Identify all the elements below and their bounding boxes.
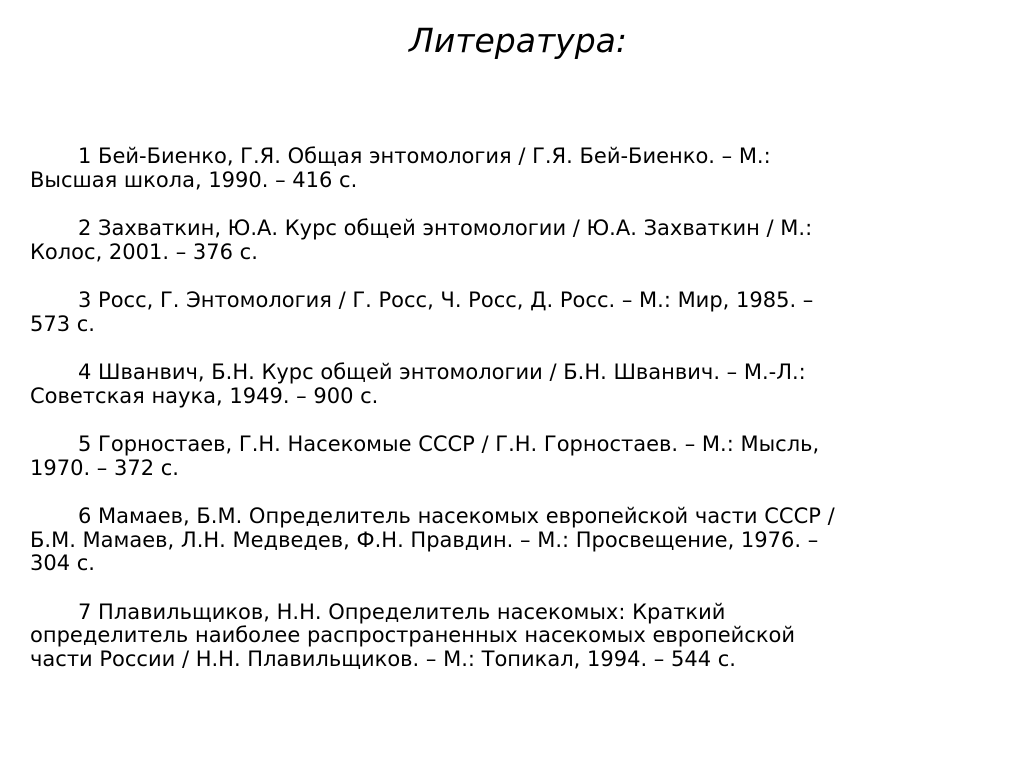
reference-item (30, 433, 1010, 480)
reference-list (30, 145, 1010, 696)
reference-item (30, 289, 1010, 336)
reference-item (30, 505, 1010, 576)
reference-line: Б.М. Мамаев, Л.Н. Медведев, Ф.Н. Правдин. – М.: Просвещение, 1976. – (30, 527, 819, 552)
reference-item (30, 361, 1010, 408)
reference-line: части России / Н.Н. Плавильщиков. – М.: Топикал, 1994. – 544 с. (30, 646, 736, 671)
reference-item (30, 217, 1010, 264)
reference-line: 3 Росс, Г. Энтомология / Г. Росс, Ч. Росс, Д. Росс. – М.: Мир, 1985. – (78, 288, 814, 312)
reference-line: определитель наиболее распространенных насекомых европейской (30, 623, 795, 647)
reference-line: Высшая школа, 1990. – 416 с. (30, 167, 358, 192)
page-title: Литература: (409, 21, 627, 60)
reference-line: 4 Шванвич, Б.Н. Курс общей энтомологии / Б.Н. Шванвич. – М.-Л.: (78, 360, 806, 384)
reference-line: 304 с. (30, 551, 95, 575)
reference-item (30, 145, 1010, 192)
reference-line: 6 Мамаев, Б.М. Определитель насекомых европейской части СССР / (78, 504, 835, 528)
reference-line: 5 Горностаев, Г.Н. Насекомые СССР / Г.Н. Горностаев. – М.: Мысль, (78, 432, 820, 456)
reference-line: Советская наука, 1949. – 900 с. (30, 383, 379, 408)
reference-line: Колос, 2001. – 376 с. (30, 239, 258, 264)
reference-line: 1970. – 372 с. (30, 455, 179, 480)
reference-item (30, 601, 1010, 672)
reference-line: 573 с. (30, 311, 95, 336)
reference-line: 2 Захваткин, Ю.А. Курс общей энтомологии / Ю.А. Захваткин / М.: (78, 216, 813, 240)
reference-line: 1 Бей-Биенко, Г.Я. Общая энтомология / Г.Я. Бей-Биенко. – М.: (78, 144, 771, 168)
reference-line: 7 Плавильщиков, Н.Н. Определитель насекомых: Краткий (78, 599, 726, 624)
